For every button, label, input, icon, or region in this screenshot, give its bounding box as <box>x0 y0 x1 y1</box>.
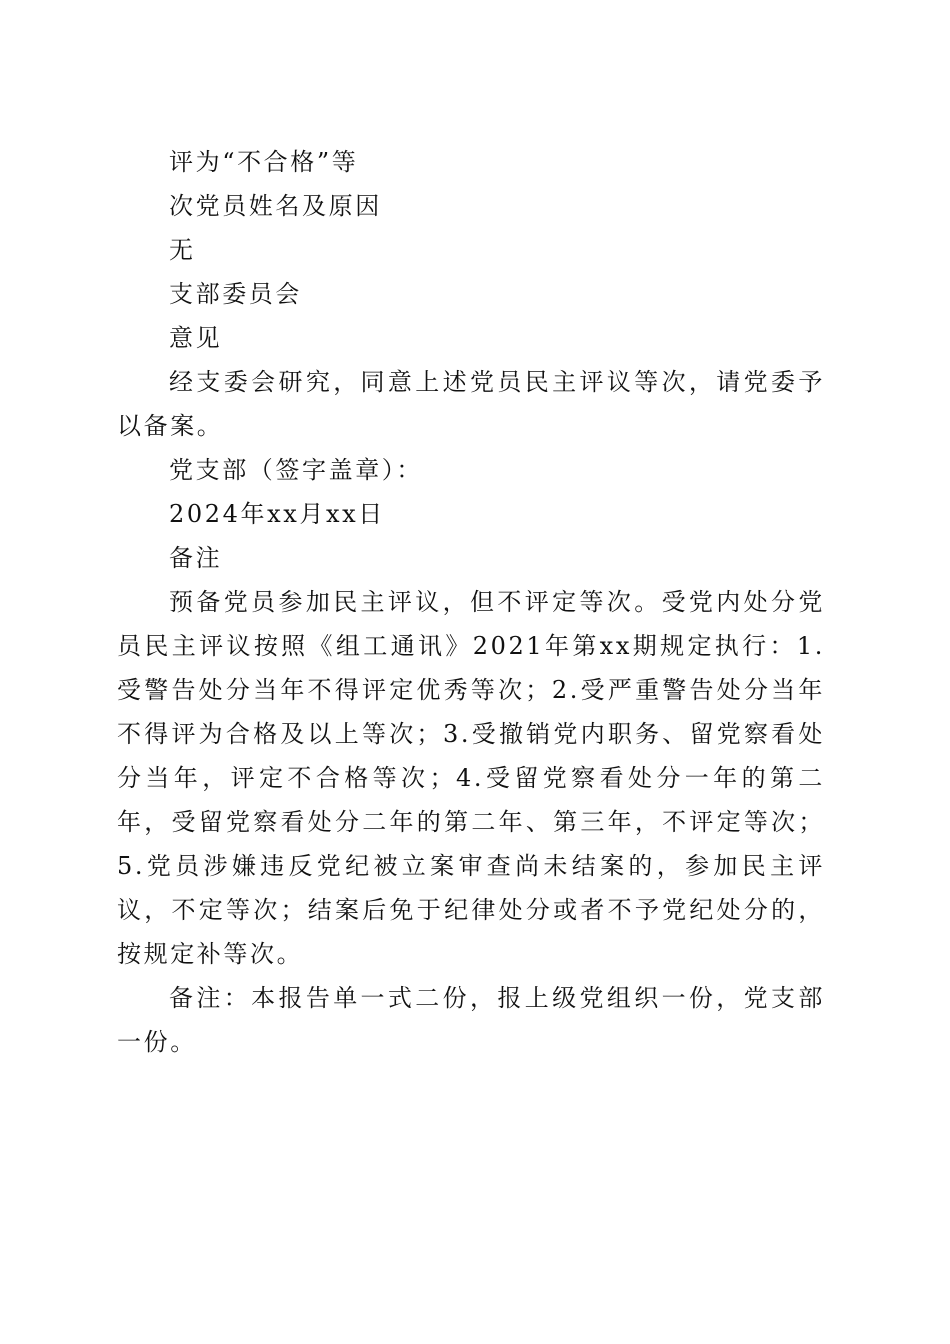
table-value-none: 无 <box>169 236 196 264</box>
signature-line: 党支部（签字盖章）： <box>169 456 423 484</box>
table-label-branch-committee: 支部委员会 <box>169 280 302 308</box>
table-label-member-name-reason: 次党员姓名及原因 <box>169 192 382 220</box>
remarks-copies: 备注：本报告单一式二份，报上级党组织一份，党支部一份。 <box>117 984 825 1056</box>
document-body <box>117 140 825 1064</box>
table-label-opinion: 意见 <box>169 324 223 352</box>
date-line: 2024年xx月xx日 <box>169 500 385 528</box>
remarks-heading: 备注 <box>169 544 223 572</box>
committee-opinion-text: 经支委会研究，同意上述党员民主评议等次，请党委予以备案。 <box>117 368 825 440</box>
remarks-body: 预备党员参加民主评议，但不评定等次。受党内处分党员民主评议按照《组工通讯》2021年第xx期规定执行：1.受警告处分当年不得评定优秀等次；2.受严重警告处分当年不得评为合格及以上等次；3.受撤销党内职务、留党察看处分当年，评定不合格等次；4.受留党察看处分一年的第二年，受留党察看处分二年的第二年、第三年，不评定等次；5.党员涉嫌违反党纪被立案审查尚未结案的，参加民主评议，不定等次；结案后免于纪律处分或者不予党纪处分的，按规定补等次。 <box>117 588 825 968</box>
table-label-unqualified: 评为“不合格”等 <box>169 148 359 176</box>
